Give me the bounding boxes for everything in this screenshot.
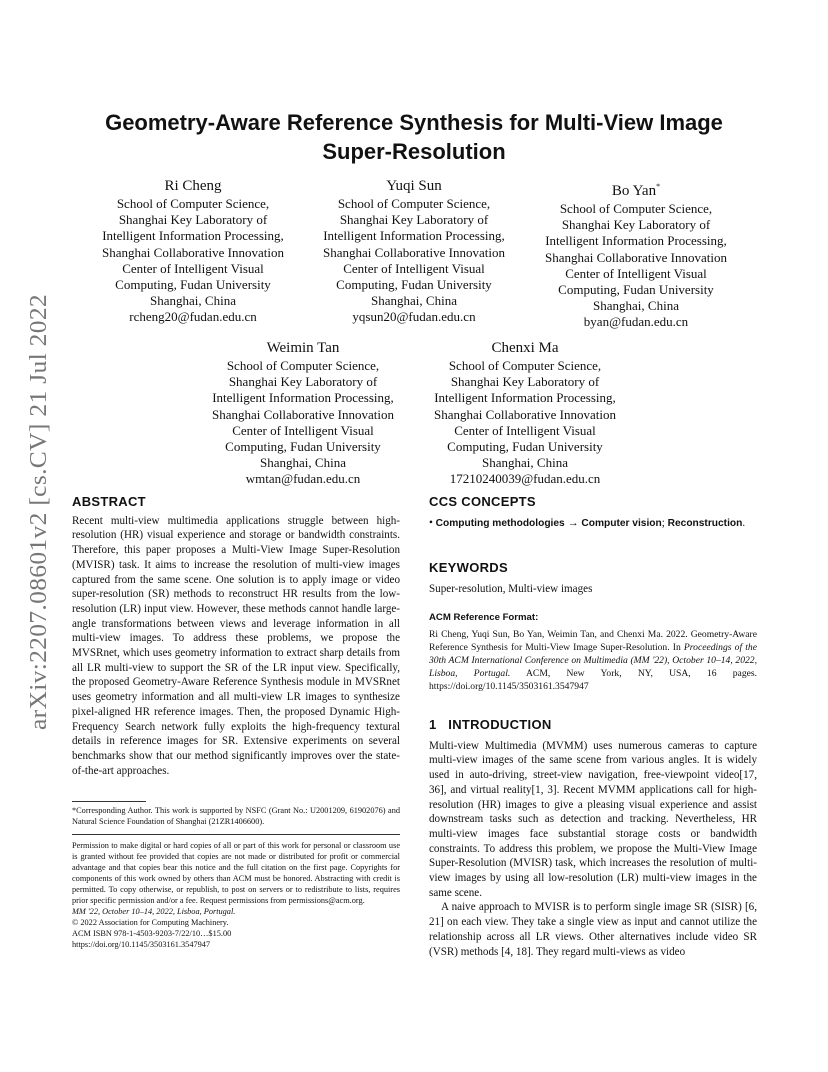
arxiv-stamp-text: arXiv:2207.08601v2 [cs.CV] 21 Jul 2022 xyxy=(26,319,52,730)
acm-reference-section xyxy=(429,611,757,693)
permission-text: Permission to make digital or hard copies of all or part of this work for personal or classroom use is granted without fee provided that copies are not made or distributed for profit or commercial advantage and that copies bear this notice and the full citation on the first page. Copyrights for components of this work owned by others than ACM must be honored. Abstracting with credit is permitted. To copy otherwise, or republish, to post on servers or to redistribute to lists, requires prior specific permission and/or a fee. Request permissions from permissions@acm.org. xyxy=(72,841,400,905)
doi-line: https://doi.org/10.1145/3503161.3547947 xyxy=(72,940,211,949)
ccs-text xyxy=(429,516,757,531)
ccs-arrow: → xyxy=(567,516,579,529)
permission-rule xyxy=(72,834,400,835)
affiliation-line: Computing, Fudan University xyxy=(336,277,492,293)
affiliation-line: Shanghai, China xyxy=(482,455,568,471)
abstract-text: Recent multi-view multimedia applications struggle between high-resolution (HR) visual experience and storage or bandwidth constraints. Therefore, this paper proposes a Multi-View Image Super-Resolution (MVISR) task. It aims to increase the resolution of multi-view images captured from the same scene. One solution is to apply image or video super-resolution (SR) methods to reconstruct HR results from the low-resolution (LR) input view. However, these methods cannot handle large-angle transformations between views and leverage information in all multi-view images. To address these problems, we propose the MVSRnet, which uses geometry information to extract sharp details from all LR multi-view to support the SR of the LR input view. Specifically, the proposed Geometry-Aware Reference Synthesis module in MVSRnet uses geometry information and all multi-view LR images to synthesize pixel-aligned HR reference images. Then, the proposed Dynamic High-Frequency Search network fully exploits the high-frequency textural details in reference images for SR. Extensive experiments on several benchmarks show that our method significantly improves over the state-of-the-art approaches. xyxy=(72,514,400,777)
affiliation-line: Computing, Fudan University xyxy=(558,282,714,298)
acm-reference-text xyxy=(429,628,757,693)
affiliation-line: School of Computer Science, xyxy=(226,358,380,373)
affiliation-line: Intelligent Information Processing, xyxy=(545,233,727,249)
affiliation-line: Shanghai Key Laboratory of xyxy=(561,217,711,233)
affiliation-line: Intelligent Information Processing, xyxy=(102,228,284,244)
ccs-section xyxy=(429,495,757,531)
ccs-separator: ; xyxy=(661,516,665,529)
author-email: rcheng20@fudan.edu.cn xyxy=(129,309,257,325)
affiliation-line: Shanghai Collaborative Innovation xyxy=(102,244,284,260)
affiliation-line: Shanghai, China xyxy=(260,455,346,471)
ccs-bullet: • xyxy=(429,516,433,529)
keywords-heading: KEYWORDS xyxy=(429,560,508,575)
keywords-text: Super-resolution, Multi-view images xyxy=(429,582,593,595)
affiliation-line: School of Computer Science, xyxy=(116,196,270,211)
corresponding-footnote xyxy=(72,801,400,827)
author-name: Chenxi Ma xyxy=(491,340,559,356)
title-line-1: Geometry-Aware Reference Synthesis for Multi-View Image xyxy=(105,110,723,135)
ccs-heading: CCS CONCEPTS xyxy=(429,494,536,509)
affiliation-line: Center of Intelligent Visual xyxy=(232,422,374,438)
affiliation-line: Shanghai Key Laboratory of xyxy=(339,212,489,228)
affiliation-line: Shanghai Collaborative Innovation xyxy=(434,406,616,422)
affiliation-line: School of Computer Science, xyxy=(337,196,491,211)
author-name: Bo Yan* xyxy=(611,182,661,199)
isbn-line: ACM ISBN 978-1-4503-9203-7/22/10…$15.00 xyxy=(72,929,232,938)
affiliation-line: Shanghai Collaborative Innovation xyxy=(323,244,505,260)
acm-reference-heading: ACM Reference Format: xyxy=(429,612,539,623)
corresponding-mark: * xyxy=(656,182,661,191)
author-block-1 xyxy=(88,178,298,326)
arxiv-stamp xyxy=(12,292,58,732)
intro-paragraph-2: A naive approach to MVISR is to perform single image SR (SISR) [6, 21] on each view. They take a single view as input and cannot utilize the relationship across all LR views. Other alternatives include video SR (VSR) methods [4, 18]. They regard multi-views as video xyxy=(429,901,757,958)
affiliation-line: Shanghai, China xyxy=(593,298,679,314)
affiliation-line: Center of Intelligent Visual xyxy=(343,260,485,276)
affiliation-line: Intelligent Information Processing, xyxy=(434,390,616,406)
affiliation-line: Intelligent Information Processing, xyxy=(212,390,394,406)
affiliation-line: School of Computer Science, xyxy=(559,201,713,216)
author-block-4 xyxy=(198,340,408,488)
affiliation-line: School of Computer Science, xyxy=(448,358,602,373)
affiliation-line: Shanghai, China xyxy=(150,293,236,309)
affiliation-line: Computing, Fudan University xyxy=(115,277,271,293)
author-block-5 xyxy=(420,340,630,488)
affiliation-line: Center of Intelligent Visual xyxy=(122,260,264,276)
permission-block xyxy=(72,834,400,950)
author-block-3 xyxy=(531,178,741,331)
intro-paragraph-1: Multi-view Multimedia (MVMM) uses numerous cameras to capture multi-view images of the same scene from various angles. It is widely used in auto-driving, street-view navigation, free-viewpoint video[17, 36], and virtual reality[1, 3]. Recent MVMM applications call for high-resolution (HR) images to give a pleasing visual experience and assist downstream tasks such as detection and tracking. Nevertheless, HR multi-view images face substantial storage costs or bandwidth constraints. To address this problem, we propose the Multi-View Image Super-Resolution (MVISR) task, which increases the resolution of multi-view images by using all low-resolution (LR) multi-view images in the same scene. xyxy=(429,739,757,899)
footnote-text: *Corresponding Author. This work is supported by NSFC (Grant No.: U2001209, 61902076) and Natural Science Foundation of Shanghai (21ZR1406600). xyxy=(72,806,400,826)
author-email: byan@fudan.edu.cn xyxy=(583,314,689,330)
ccs-term-1: Computing methodologies xyxy=(435,517,565,529)
acm-reference-authors: Ri Cheng, Yuqi Sun, Bo Yan, Weimin Tan, and Chenxi Ma. 2022. Geometry-Aware Reference Synthesis for Multi-View Image Super-Resolution. In xyxy=(429,628,757,653)
affiliation-line: Shanghai Key Laboratory of xyxy=(228,374,378,390)
introduction-heading xyxy=(429,718,757,733)
affiliation-line: Shanghai, China xyxy=(371,293,457,309)
keywords-section xyxy=(429,561,757,596)
affiliation-line: Computing, Fudan University xyxy=(225,439,381,455)
author-name: Ri Cheng xyxy=(164,178,222,194)
affiliation-line: Shanghai Collaborative Innovation xyxy=(545,249,727,265)
affiliation-line: Center of Intelligent Visual xyxy=(565,265,707,281)
footnote-rule xyxy=(72,801,146,802)
affiliation-line: Shanghai Key Laboratory of xyxy=(118,212,268,228)
affiliation-line: Shanghai Key Laboratory of xyxy=(450,374,600,390)
ccs-term-2: Computer vision xyxy=(581,517,662,529)
ccs-end: . xyxy=(742,516,746,529)
author-block-2 xyxy=(309,178,519,326)
venue-line: MM '22, October 10–14, 2022, Lisboa, Portugal. xyxy=(72,907,236,916)
paper-title xyxy=(70,108,758,166)
abstract-heading: ABSTRACT xyxy=(72,494,146,509)
acm-reference-tail: ACM, New York, NY, USA, 16 pages. https://doi.org/10.1145/3503161.3547947 xyxy=(429,667,758,692)
author-name: Weimin Tan xyxy=(266,340,340,356)
section-title: INTRODUCTION xyxy=(448,717,552,732)
affiliation-line: Shanghai Collaborative Innovation xyxy=(212,406,394,422)
acm-reference-proceedings: Proceedings of the 30th ACM International Conference on Multimedia (MM '22), October 10–14, 2022, Lisboa, Portugal. xyxy=(429,641,757,679)
affiliation-line: Intelligent Information Processing, xyxy=(323,228,505,244)
author-email: wmtan@fudan.edu.cn xyxy=(245,471,361,487)
affiliation-line: Computing, Fudan University xyxy=(447,439,603,455)
author-name: Yuqi Sun xyxy=(386,178,442,194)
section-number: 1 xyxy=(429,717,437,732)
copyright-line: © 2022 Association for Computing Machinery. xyxy=(72,918,229,927)
introduction-section xyxy=(429,718,757,959)
title-line-2: Super-Resolution xyxy=(322,139,506,164)
author-email: yqsun20@fudan.edu.cn xyxy=(352,309,476,325)
abstract-section xyxy=(72,495,400,778)
ccs-term-3: Reconstruction xyxy=(667,517,743,529)
affiliation-line: Center of Intelligent Visual xyxy=(454,422,596,438)
author-email: 17210240039@fudan.edu.cn xyxy=(449,471,601,487)
